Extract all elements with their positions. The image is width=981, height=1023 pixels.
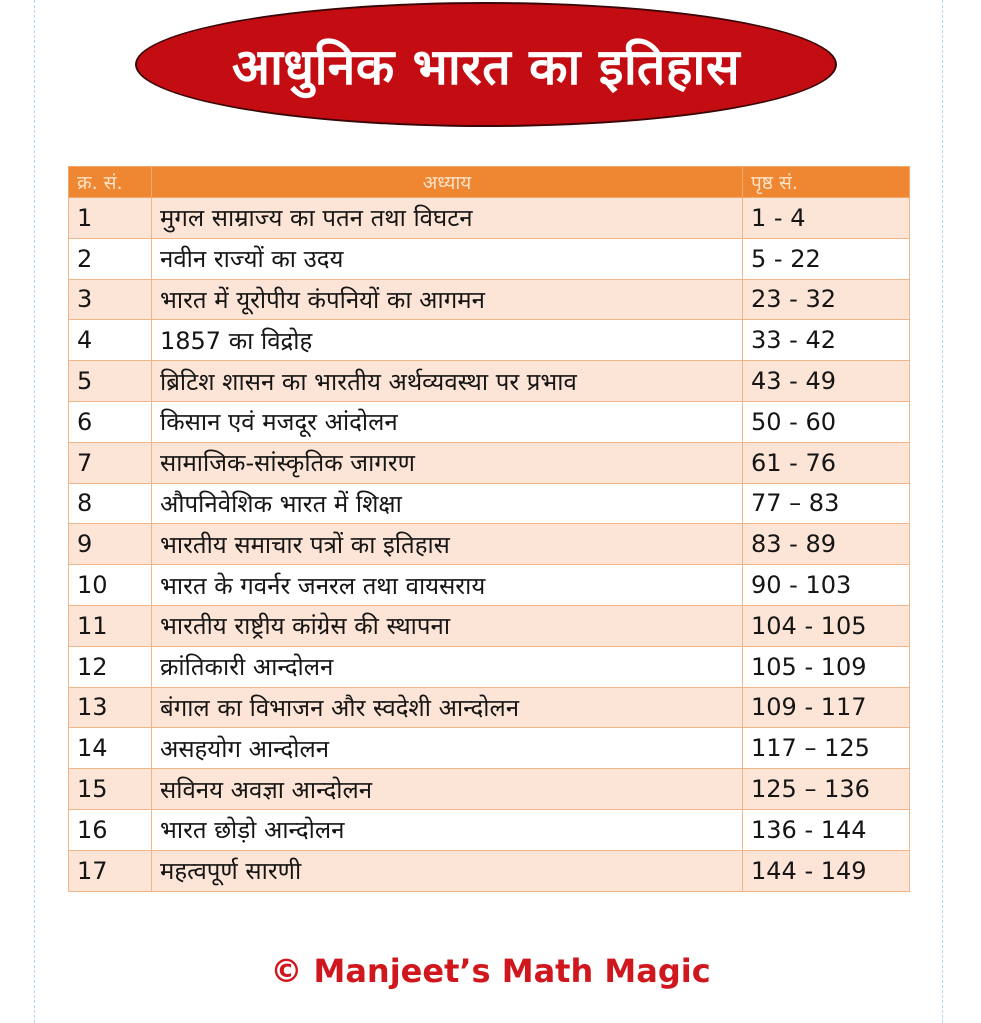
row-pages: 144 - 149 (743, 850, 910, 891)
row-number: 4 (69, 320, 152, 361)
row-number: 5 (69, 361, 152, 402)
row-chapter: मुगल साम्राज्य का पतन तथा विघटन (152, 198, 743, 239)
table-row (69, 320, 910, 361)
row-number: 12 (69, 646, 152, 687)
row-number: 10 (69, 565, 152, 606)
table-row (69, 238, 910, 279)
row-chapter: नवीन राज्यों का उदय (152, 238, 743, 279)
left-guide-line (34, 0, 35, 1023)
row-chapter: सविनय अवज्ञा आन्दोलन (152, 769, 743, 810)
row-pages: 125 – 136 (743, 769, 910, 810)
table-row (69, 401, 910, 442)
row-pages: 1 - 4 (743, 198, 910, 239)
table-header-row (69, 167, 910, 198)
right-guide-line (942, 0, 943, 1023)
row-number: 8 (69, 483, 152, 524)
row-number: 2 (69, 238, 152, 279)
row-pages: 61 - 76 (743, 442, 910, 483)
row-number: 16 (69, 809, 152, 850)
row-number: 3 (69, 279, 152, 320)
row-number: 14 (69, 728, 152, 769)
table-row (69, 850, 910, 891)
row-number: 17 (69, 850, 152, 891)
table-row (69, 524, 910, 565)
row-number: 6 (69, 401, 152, 442)
row-pages: 83 - 89 (743, 524, 910, 565)
header-chapter: अध्याय (152, 167, 743, 198)
table-row (69, 198, 910, 239)
row-pages: 77 – 83 (743, 483, 910, 524)
row-chapter: क्रांतिकारी आन्दोलन (152, 646, 743, 687)
row-number: 9 (69, 524, 152, 565)
row-chapter: 1857 का विद्रोह (152, 320, 743, 361)
row-pages: 109 - 117 (743, 687, 910, 728)
row-pages: 50 - 60 (743, 401, 910, 442)
row-pages: 5 - 22 (743, 238, 910, 279)
row-pages: 23 - 32 (743, 279, 910, 320)
table-row (69, 565, 910, 606)
table-row (69, 646, 910, 687)
row-number: 13 (69, 687, 152, 728)
header-pages: पृष्ठ सं. (743, 167, 910, 198)
row-number: 11 (69, 605, 152, 646)
row-number: 7 (69, 442, 152, 483)
row-pages: 90 - 103 (743, 565, 910, 606)
table-row (69, 361, 910, 402)
title-banner (135, 2, 837, 127)
row-chapter: ब्रिटिश शासन का भारतीय अर्थव्यवस्था पर प्रभाव (152, 361, 743, 402)
footer-brand: © Manjeet’s Math Magic (270, 952, 711, 990)
table-row (69, 605, 910, 646)
row-chapter: असहयोग आन्दोलन (152, 728, 743, 769)
row-chapter: सामाजिक-सांस्कृतिक जागरण (152, 442, 743, 483)
row-chapter: भारत छोड़ो आन्दोलन (152, 809, 743, 850)
row-chapter: भारत के गवर्नर जनरल तथा वायसराय (152, 565, 743, 606)
row-chapter: भारतीय समाचार पत्रों का इतिहास (152, 524, 743, 565)
row-pages: 117 – 125 (743, 728, 910, 769)
row-number: 1 (69, 198, 152, 239)
row-chapter: भारत में यूरोपीय कंपनियों का आगमन (152, 279, 743, 320)
table-row (69, 809, 910, 850)
row-pages: 105 - 109 (743, 646, 910, 687)
table-row (69, 442, 910, 483)
table-row (69, 687, 910, 728)
row-pages: 43 - 49 (743, 361, 910, 402)
table-row (69, 728, 910, 769)
row-chapter: बंगाल का विभाजन और स्वदेशी आन्दोलन (152, 687, 743, 728)
row-chapter: महत्वपूर्ण सारणी (152, 850, 743, 891)
header-serial: क्र. सं. (69, 167, 152, 198)
contents-table (68, 166, 910, 892)
table-row (69, 769, 910, 810)
table-row (69, 279, 910, 320)
page-title: आधुनिक भारत का इतिहास (231, 37, 741, 96)
row-chapter: औपनिवेशिक भारत में शिक्षा (152, 483, 743, 524)
row-number: 15 (69, 769, 152, 810)
row-pages: 33 - 42 (743, 320, 910, 361)
row-chapter: भारतीय राष्ट्रीय कांग्रेस की स्थापना (152, 605, 743, 646)
row-pages: 104 - 105 (743, 605, 910, 646)
table-row (69, 483, 910, 524)
row-chapter: किसान एवं मजदूर आंदोलन (152, 401, 743, 442)
row-pages: 136 - 144 (743, 809, 910, 850)
